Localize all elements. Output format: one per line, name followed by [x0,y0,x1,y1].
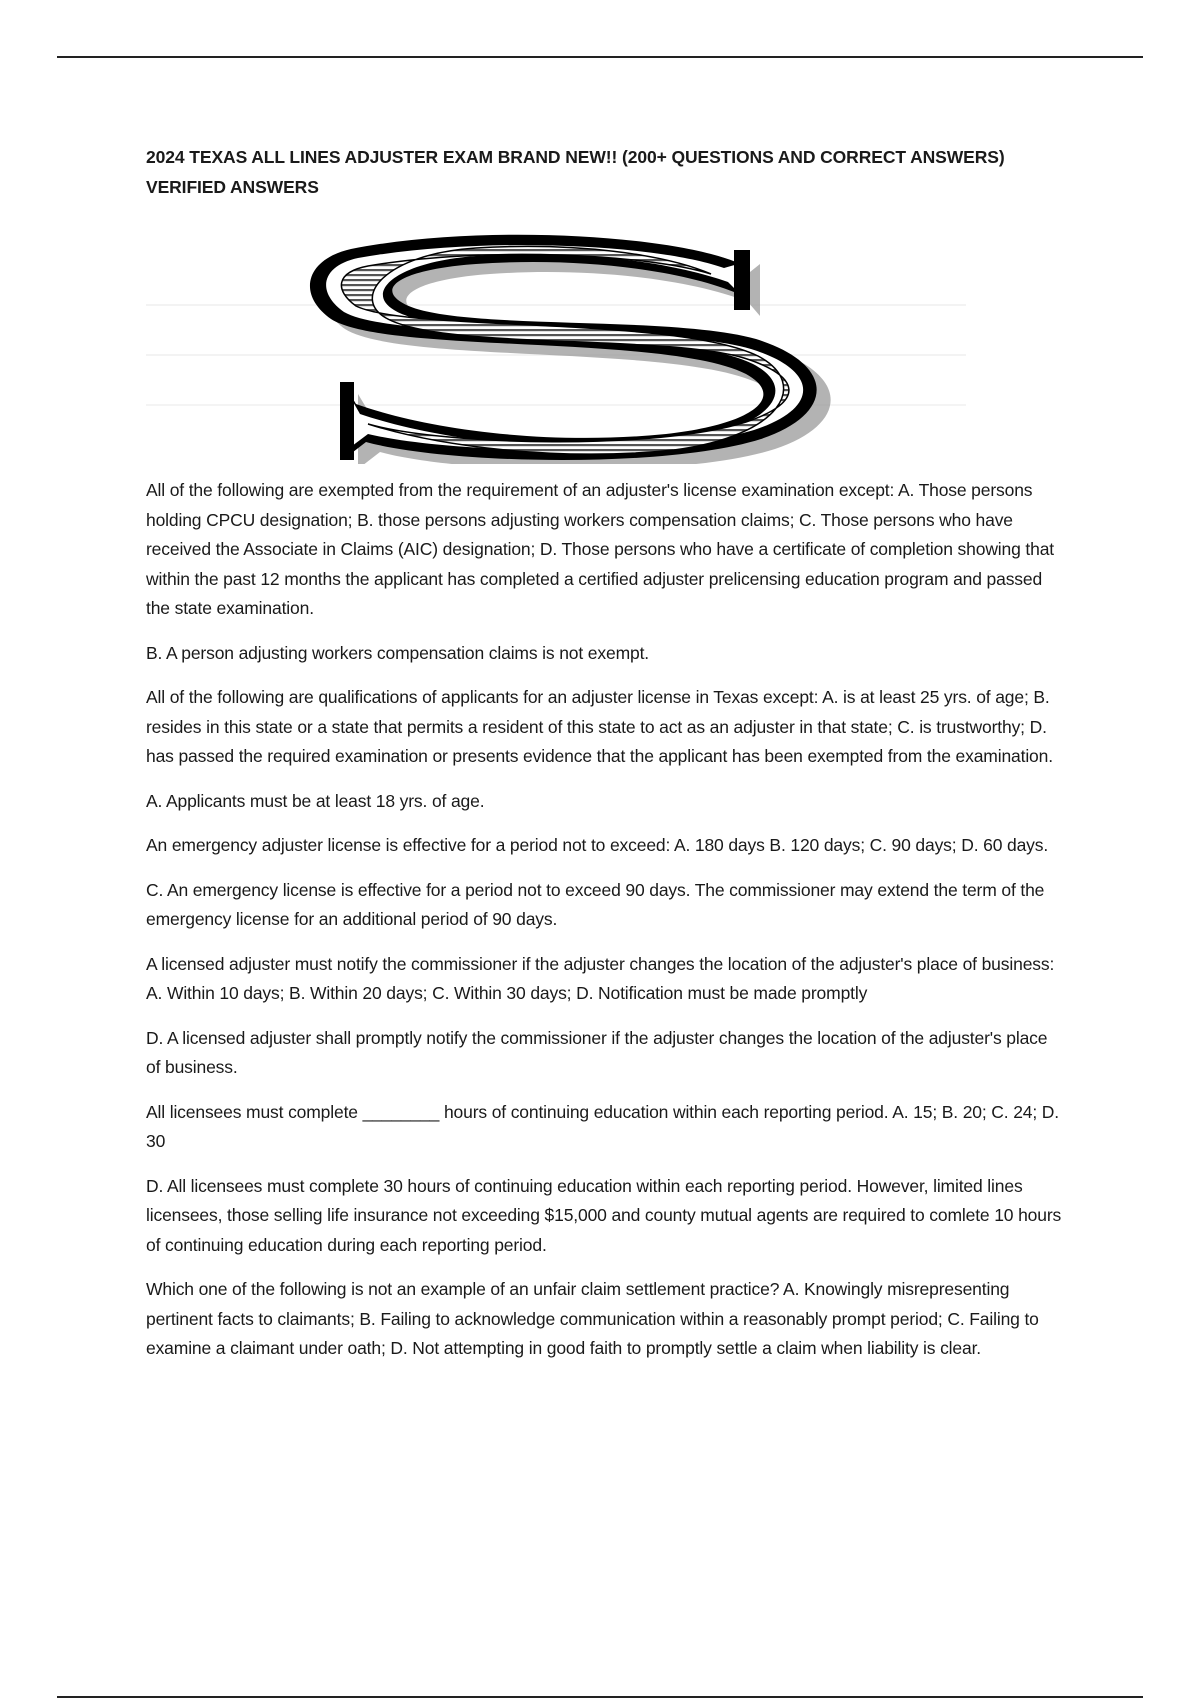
question-paragraph: An emergency adjuster license is effective for a period not to exceed: A. 180 days B. 120 days; C. 90 days; D. 60 days. [146,835,1049,855]
question-paragraph: All of the following are qualifications of applicants for an adjuster license in Texas except: A. is at least 25 yrs. of age; B. resides in this state or a state that permits a resident of this state to act as an adjuster in that state; C. is trustworthy; D. has passed the required examination or presents evidence that the applicant has been exempted from the examination. [146,687,1053,766]
answer-paragraph: C. An emergency license is effective for a period not to exceed 90 days. The commissioner may extend the term of the emergency license for an additional period of 90 days. [146,879,1045,929]
logo-letter-s-icon [146,224,1066,464]
answer-paragraph: B. A person adjusting workers compensation claims is not exempt. [146,642,650,663]
answer-paragraph: D. A licensed adjuster shall promptly notify the commissioner if the adjuster changes the location of the adjuster's place of business. [146,1027,1048,1077]
answer-paragraph: A. Applicants must be at least 18 yrs. of age. [146,790,485,811]
footer-rule [57,1696,1143,1698]
question-paragraph: Which one of the following is not an example of an unfair claim settlement practice? A. Knowingly misrepresenting pertinent facts to claimants; B. Failing to acknowledge communication within a reasonably prompt period; C. Failing to examine a claimant under oath; D. Not attempting in good faith to promptly settle a claim when liability is clear. [146,1279,1039,1358]
decorative-s-icon [146,224,1066,464]
document-title: 2024 TEXAS ALL LINES ADJUSTER EXAM BRAND NEW!! (200+ QUESTIONS AND CORRECT ANSWERS) VERIFIED ANSWERS [146,147,1005,197]
question-paragraph: All of the following are exempted from the requirement of an adjuster's license examination except: A. Those persons holding CPCU designation; B. those persons adjusting workers compensation claims; C. Those persons who have received the Associate in Claims (AIC) designation; D. Those persons who have a certificate of completion showing that within the past 12 months the applicant has completed a certified adjuster prelicensing education program and passed the state examination. [146,480,1055,618]
header-rule [57,56,1143,58]
qa-list [146,476,1066,1364]
answer-paragraph: D. All licensees must complete 30 hours of continuing education within each reporting period. However, limited lines licensees, those selling life insurance not exceeding $15,000 and county mutual agents are required to comlete 10 hours of continuing education during each reporting period. [146,1175,1062,1255]
question-paragraph: All licensees must complete ________ hours of continuing education within each reporting period. A. 15; B. 20; C. 24; D. 30 [146,1101,1059,1151]
document-body [146,142,1066,1379]
question-paragraph: A licensed adjuster must notify the commissioner if the adjuster changes the location of the adjuster's place of business: A. Within 10 days; B. Within 20 days; C. Within 30 days; D. Notification must be made promptly [146,953,1055,1003]
